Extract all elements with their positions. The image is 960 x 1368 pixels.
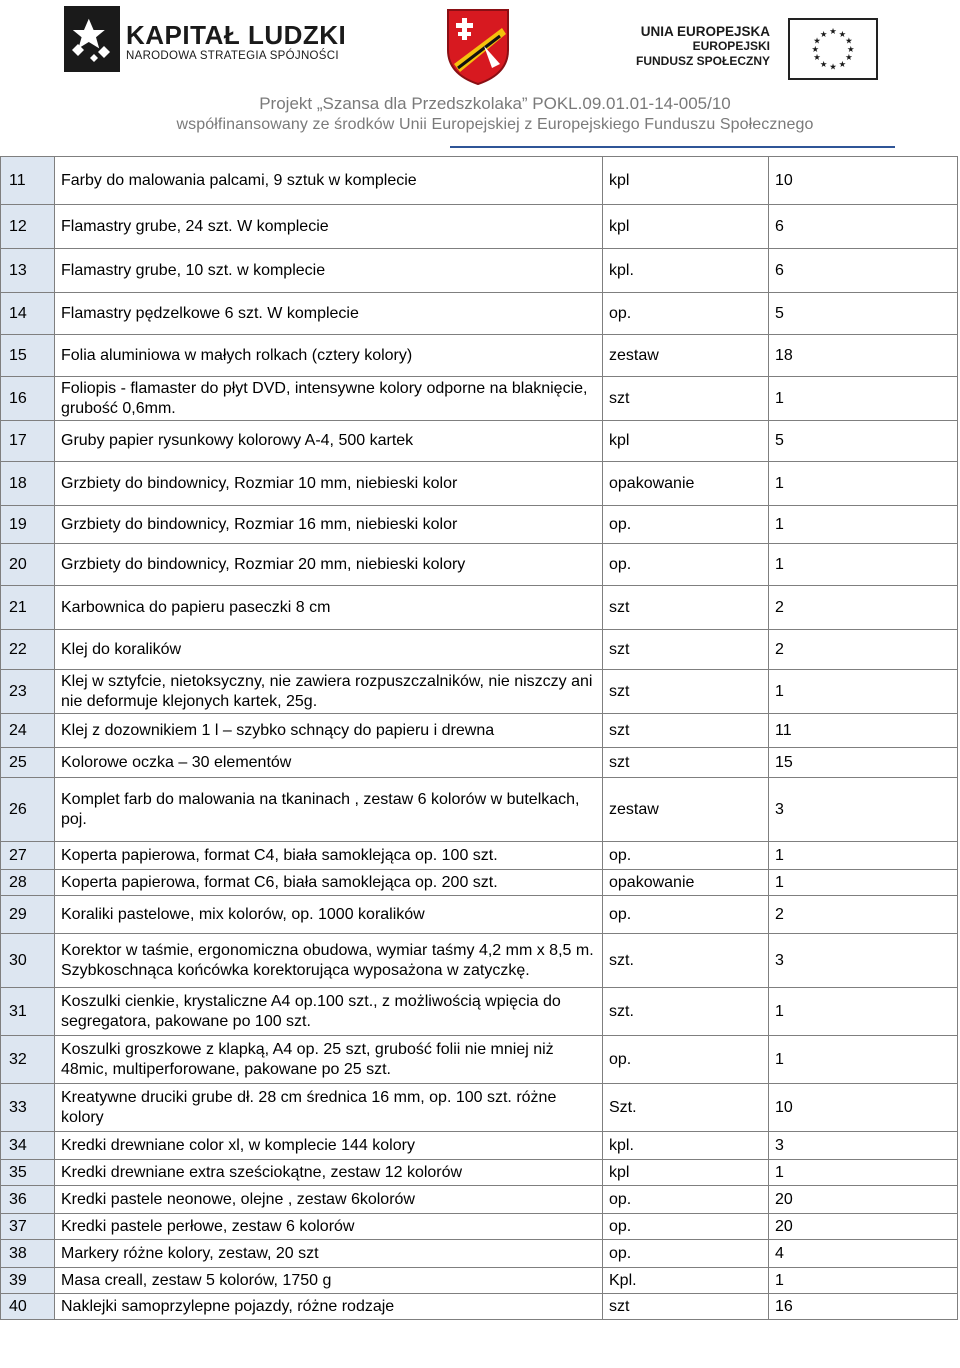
item-quantity: 16 — [769, 1294, 958, 1320]
item-name: Grzbiety do bindownicy, Rozmiar 20 mm, niebieski kolory — [55, 544, 603, 586]
table-row — [1, 1294, 958, 1320]
coat-of-arms-icon — [444, 6, 512, 86]
document-header — [0, 0, 960, 152]
item-unit: szt — [603, 630, 769, 670]
item-quantity: 18 — [769, 335, 958, 377]
row-number: 31 — [1, 988, 55, 1036]
item-name: Farby do malowania palcami, 9 sztuk w komplecie — [55, 157, 603, 205]
kapital-ludzki-logo — [64, 6, 384, 76]
item-quantity: 2 — [769, 896, 958, 934]
item-name: Flamastry grube, 24 szt. W komplecie — [55, 205, 603, 249]
item-name: Grzbiety do bindownicy, Rozmiar 10 mm, niebieski kolor — [55, 462, 603, 506]
item-quantity: 3 — [769, 778, 958, 842]
table-row — [1, 842, 958, 870]
item-quantity: 11 — [769, 714, 958, 748]
item-unit: szt. — [603, 988, 769, 1036]
item-unit: op. — [603, 842, 769, 870]
table-row — [1, 377, 958, 421]
row-number: 15 — [1, 335, 55, 377]
table-row — [1, 1268, 958, 1294]
item-name: Koszulki groszkowe z klapką, A4 op. 25 szt, grubość folii nie mniej niż 48mic, multiperforowane, pakowane po 25 szt. — [55, 1036, 603, 1084]
table-row — [1, 934, 958, 988]
item-unit: op. — [603, 1240, 769, 1268]
item-quantity: 1 — [769, 870, 958, 896]
svg-text:★: ★ — [813, 35, 821, 46]
item-unit: Szt. — [603, 1084, 769, 1132]
row-number: 37 — [1, 1214, 55, 1240]
table-row — [1, 896, 958, 934]
table-row — [1, 988, 958, 1036]
item-quantity: 1 — [769, 1268, 958, 1294]
item-name: Klej do koralików — [55, 630, 603, 670]
table-row — [1, 1214, 958, 1240]
item-quantity: 1 — [769, 842, 958, 870]
item-name: Markery różne kolory, zestaw, 20 szt — [55, 1240, 603, 1268]
table-row — [1, 293, 958, 335]
table-row — [1, 335, 958, 377]
table-row — [1, 748, 958, 778]
svg-text:★: ★ — [829, 61, 837, 72]
row-number: 25 — [1, 748, 55, 778]
table-row — [1, 506, 958, 544]
item-name: Klej w sztyfcie, nietoksyczny, nie zawiera rozpuszczalników, nie niszczy ani nie deformuje klejonych kartek, 25g. — [55, 670, 603, 714]
item-unit: op. — [603, 896, 769, 934]
table-row — [1, 1036, 958, 1084]
table-row — [1, 778, 958, 842]
row-number: 18 — [1, 462, 55, 506]
item-unit: szt — [603, 748, 769, 778]
item-unit: op. — [603, 506, 769, 544]
eu-logo — [635, 18, 878, 82]
item-quantity: 5 — [769, 421, 958, 462]
row-number: 17 — [1, 421, 55, 462]
svg-text:★: ★ — [847, 43, 855, 54]
svg-text:★: ★ — [813, 52, 821, 63]
item-quantity: 6 — [769, 249, 958, 293]
item-name: Klej z dozownikiem 1 l – szybko schnący do papieru i drewna — [55, 714, 603, 748]
table-row — [1, 714, 958, 748]
item-name: Koperta papierowa, format C4, biała samoklejąca op. 100 szt. — [55, 842, 603, 870]
svg-text:★: ★ — [845, 35, 853, 46]
table-row — [1, 249, 958, 293]
project-title: Projekt „Szansa dla Przedszkolaka” POKL.09.01.01-14-005/10 — [259, 94, 731, 113]
kapital-ludzki-title: KAPITAŁ LUDZKI — [126, 20, 347, 50]
item-name: Kolorowe oczka – 30 elementów — [55, 748, 603, 778]
table-row — [1, 586, 958, 630]
item-quantity: 5 — [769, 293, 958, 335]
table-row — [1, 1240, 958, 1268]
items-table — [0, 156, 958, 1320]
svg-text:★: ★ — [819, 28, 828, 39]
eu-line3: FUNDUSZ SPOŁECZNY — [635, 54, 770, 68]
row-number: 40 — [1, 1294, 55, 1320]
row-number: 13 — [1, 249, 55, 293]
table-row — [1, 205, 958, 249]
item-name: Kredki pastele perłowe, zestaw 6 kolorów — [55, 1214, 603, 1240]
table-row — [1, 421, 958, 462]
item-name: Gruby papier rysunkowy kolorowy A-4, 500 kartek — [55, 421, 603, 462]
item-unit: szt. — [603, 934, 769, 988]
svg-text:★: ★ — [811, 43, 819, 54]
item-quantity: 1 — [769, 506, 958, 544]
eu-text — [636, 24, 770, 69]
row-number: 32 — [1, 1036, 55, 1084]
items-table-body — [1, 157, 958, 1320]
eu-flag-icon — [788, 18, 878, 80]
item-name: Korektor w taśmie, ergonomiczna obudowa, wymiar taśmy 4,2 mm x 8,5 m. Szybkoschnąca końcówka korektorująca wyposażona w zatyczkę. — [55, 934, 603, 988]
item-quantity: 1 — [769, 1160, 958, 1186]
svg-text:★: ★ — [829, 26, 837, 37]
row-number: 38 — [1, 1240, 55, 1268]
item-quantity: 1 — [769, 462, 958, 506]
item-name: Grzbiety do bindownicy, Rozmiar 16 mm, niebieski kolor — [55, 506, 603, 544]
item-name: Foliopis - flamaster do płyt DVD, intensywne kolory odporne na blaknięcie, grubość 0,6mm. — [55, 377, 603, 421]
item-quantity: 20 — [769, 1186, 958, 1214]
item-unit: op. — [603, 293, 769, 335]
table-row — [1, 1160, 958, 1186]
item-unit: op. — [603, 1186, 769, 1214]
table-row — [1, 630, 958, 670]
item-name: Flamastry grube, 10 szt. w komplecie — [55, 249, 603, 293]
item-unit: Kpl. — [603, 1268, 769, 1294]
item-name: Komplet farb do malowania na tkaninach , zestaw 6 kolorów w butelkach, poj. — [55, 778, 603, 842]
row-number: 33 — [1, 1084, 55, 1132]
row-number: 22 — [1, 630, 55, 670]
table-row — [1, 1132, 958, 1160]
row-number: 19 — [1, 506, 55, 544]
item-name: Kredki drewniane extra sześciokątne, zestaw 12 kolorów — [55, 1160, 603, 1186]
row-number: 35 — [1, 1160, 55, 1186]
table-row — [1, 544, 958, 586]
row-number: 28 — [1, 870, 55, 896]
item-quantity: 1 — [769, 544, 958, 586]
row-number: 26 — [1, 778, 55, 842]
row-number: 11 — [1, 157, 55, 205]
item-name: Kredki pastele neonowe, olejne , zestaw 6kolorów — [55, 1186, 603, 1214]
item-unit: szt — [603, 377, 769, 421]
item-name: Kredki drewniane color xl, w komplecie 144 kolory — [55, 1132, 603, 1160]
item-quantity: 4 — [769, 1240, 958, 1268]
header-divider — [450, 146, 895, 148]
item-unit: kpl — [603, 205, 769, 249]
row-number: 24 — [1, 714, 55, 748]
item-name: Kreatywne druciki grube dł. 28 cm średnica 16 mm, op. 100 szt. różne kolory — [55, 1084, 603, 1132]
item-name: Masa creall, zestaw 5 kolorów, 1750 g — [55, 1268, 603, 1294]
table-row — [1, 670, 958, 714]
item-unit: opakowanie — [603, 462, 769, 506]
kapital-ludzki-subtitle: NARODOWA STRATEGIA SPÓJNOŚCI — [126, 50, 339, 62]
svg-text:★: ★ — [819, 58, 828, 69]
kapital-ludzki-star-icon — [64, 6, 120, 72]
item-unit: kpl. — [603, 249, 769, 293]
row-number: 23 — [1, 670, 55, 714]
svg-text:★: ★ — [838, 58, 847, 69]
row-number: 30 — [1, 934, 55, 988]
item-name: Karbownica do papieru paseczki 8 cm — [55, 586, 603, 630]
item-quantity: 10 — [769, 1084, 958, 1132]
row-number: 34 — [1, 1132, 55, 1160]
item-name: Koraliki pastelowe, mix kolorów, op. 1000 koralików — [55, 896, 603, 934]
row-number: 39 — [1, 1268, 55, 1294]
item-name: Naklejki samoprzylepne pojazdy, różne rodzaje — [55, 1294, 603, 1320]
item-unit: op. — [603, 544, 769, 586]
item-name: Koperta papierowa, format C6, biała samoklejąca op. 200 szt. — [55, 870, 603, 896]
table-row — [1, 1084, 958, 1132]
row-number: 12 — [1, 205, 55, 249]
project-cofinancing: współfinansowany ze środków Unii Europejskiej z Europejskiego Funduszu Społecznego — [176, 116, 814, 133]
item-quantity: 1 — [769, 988, 958, 1036]
svg-text:★: ★ — [845, 52, 853, 63]
item-quantity: 10 — [769, 157, 958, 205]
item-quantity: 2 — [769, 630, 958, 670]
item-quantity: 1 — [769, 377, 958, 421]
eu-line1: UNIA EUROPEJSKA — [640, 24, 770, 39]
item-unit: szt — [603, 714, 769, 748]
item-unit: op. — [603, 1214, 769, 1240]
item-unit: zestaw — [603, 335, 769, 377]
item-quantity: 3 — [769, 934, 958, 988]
item-quantity: 2 — [769, 586, 958, 630]
item-unit: kpl — [603, 421, 769, 462]
item-quantity: 20 — [769, 1214, 958, 1240]
eu-line2: EUROPEJSKI — [692, 39, 770, 53]
row-number: 21 — [1, 586, 55, 630]
item-unit: opakowanie — [603, 870, 769, 896]
item-unit: szt — [603, 670, 769, 714]
row-number: 16 — [1, 377, 55, 421]
row-number: 14 — [1, 293, 55, 335]
item-name: Flamastry pędzelkowe 6 szt. W komplecie — [55, 293, 603, 335]
table-row — [1, 1186, 958, 1214]
item-unit: szt — [603, 1294, 769, 1320]
svg-text:★: ★ — [838, 28, 847, 39]
row-number: 36 — [1, 1186, 55, 1214]
table-row — [1, 870, 958, 896]
item-quantity: 1 — [769, 1036, 958, 1084]
item-quantity: 15 — [769, 748, 958, 778]
item-unit: op. — [603, 1036, 769, 1084]
table-row — [1, 462, 958, 506]
item-unit: szt — [603, 586, 769, 630]
row-number: 29 — [1, 896, 55, 934]
item-unit: kpl. — [603, 1132, 769, 1160]
item-name: Koszulki cienkie, krystaliczne A4 op.100 szt., z możliwością wpięcia do segregatora, pakowane po 100 szt. — [55, 988, 603, 1036]
item-quantity: 3 — [769, 1132, 958, 1160]
table-row — [1, 157, 958, 205]
item-unit: zestaw — [603, 778, 769, 842]
row-number: 20 — [1, 544, 55, 586]
row-number: 27 — [1, 842, 55, 870]
item-unit: kpl — [603, 1160, 769, 1186]
item-quantity: 6 — [769, 205, 958, 249]
item-quantity: 1 — [769, 670, 958, 714]
item-name: Folia aluminiowa w małych rolkach (cztery kolory) — [55, 335, 603, 377]
item-unit: kpl — [603, 157, 769, 205]
